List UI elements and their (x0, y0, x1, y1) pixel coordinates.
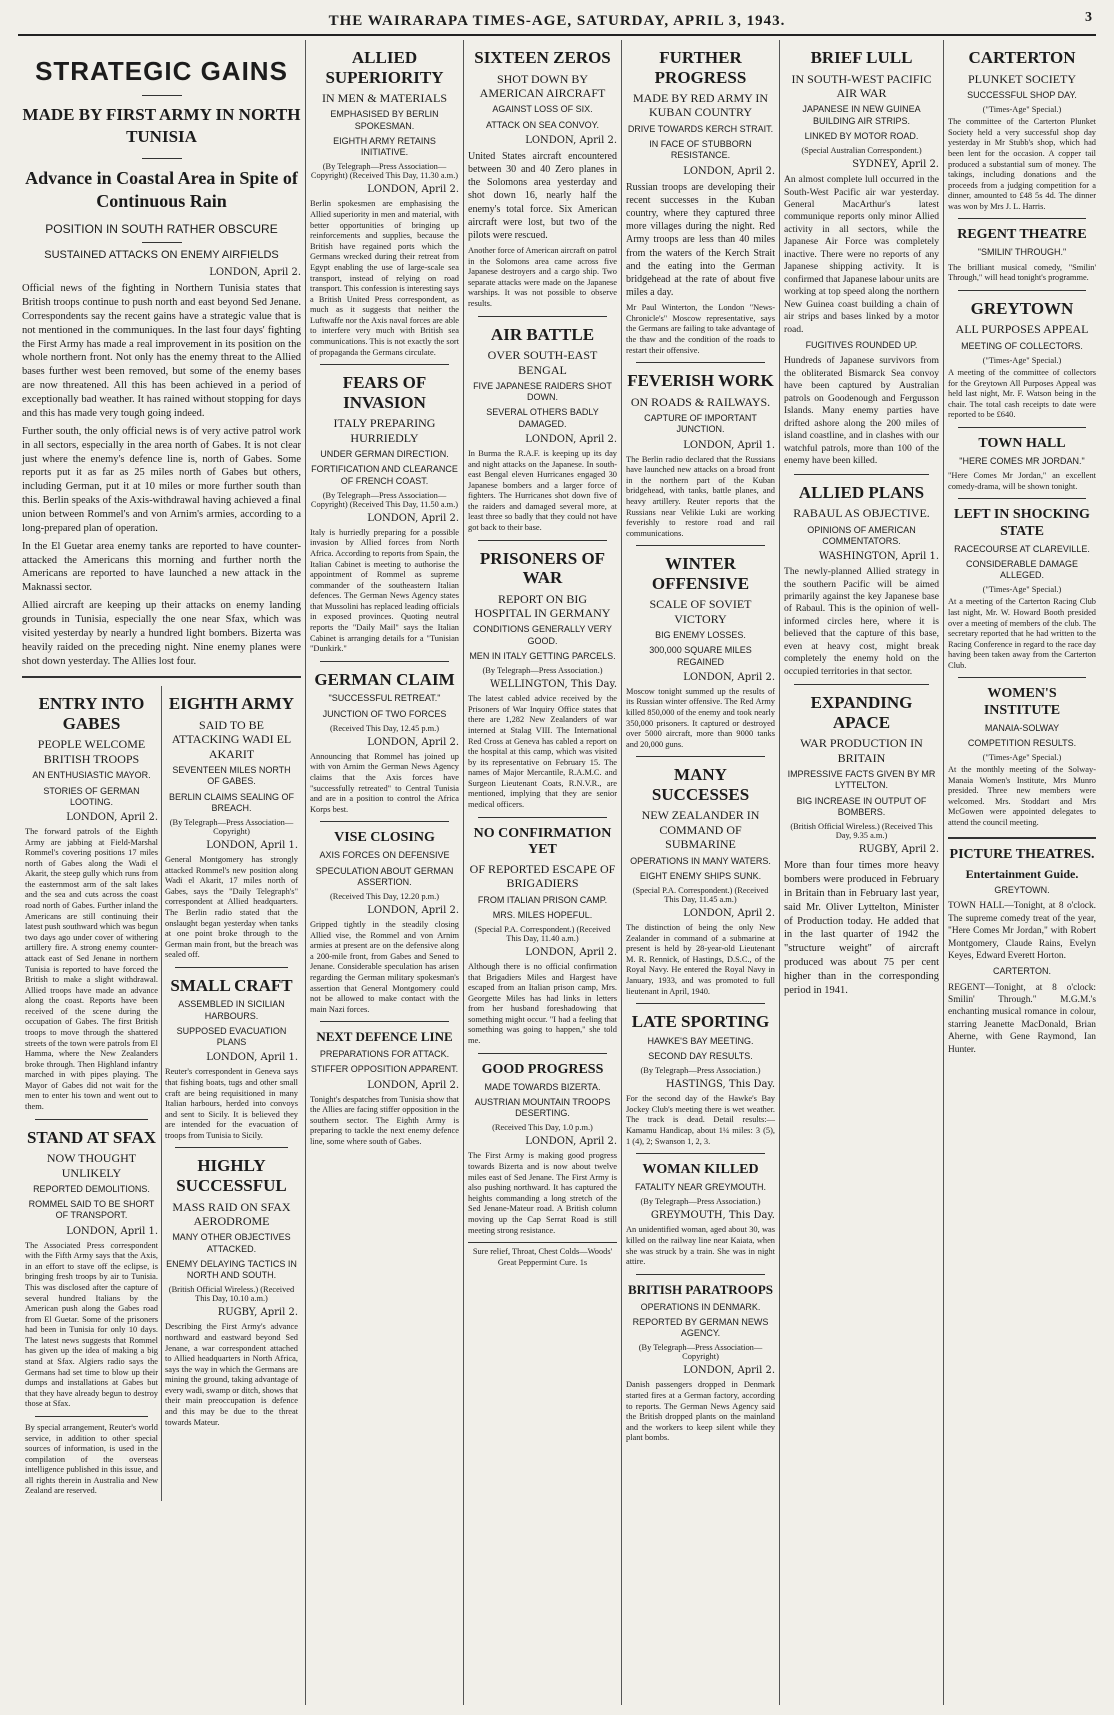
woman-subhead: FATALITY NEAR GREYMOUTH. (634, 1182, 767, 1193)
pow-subhead: REPORT ON BIG HOSPITAL IN GERMANY (474, 591, 611, 621)
pictures-subhead: Entertainment Guide. (965, 866, 1079, 881)
paratroops-headline: BRITISH PARATROOPS (627, 1281, 774, 1297)
plans-kicker-1: OPINIONS OF AMERICAN COMMENTATORS. (807, 524, 916, 546)
shock-text: At a meeting of the Carterton Racing Club last night, Mr. W. Howard Booth presided over a meeting of members of the club. The secretary reported that he had written to the Racing Conference in regard to the race day having been taken away from the Carterton Club. (948, 597, 1096, 670)
column-4 (622, 40, 780, 1705)
winter-text: Moscow tonight summed up the results of its Russian winter offensive. The Red Army killed 850,000 of the enemy and took nearly 350,000 prisoners. It captured or destroyed over 5000 aircraft, more than 9000 tanks and 20,000 guns. (626, 686, 775, 749)
eighth-headline: EIGHTH ARMY (168, 694, 295, 714)
divider (320, 1021, 449, 1022)
eighth-kicker-1: SEVENTEEN MILES NORTH OF GABES. (172, 765, 291, 787)
sfax-text: Describing the First Army's advance northward and eastward beyond Sed Jenane, a war correspondent attached to Allied headquarters in North Africa, says the way in which the Germans are mining the ground, taking advantage of every wadi, swamp or ditch, shows that their main preoccupation is defence and this may be due to the threat towards Mateur. (165, 1322, 298, 1427)
sfax-dateline: RUGBY, April 2. (217, 1307, 298, 1319)
further-headline: FURTHER PROGRESS (654, 48, 747, 87)
divider (478, 1053, 607, 1054)
ad-text: Sure relief, Throat, Chest Colds—Woods' Great Peppermint Cure. 1s (472, 1247, 613, 1267)
air-kicker-2: SEVERAL OTHERS BADLY DAMAGED. (486, 407, 599, 429)
fears-kicker-1: UNDER GERMAN DIRECTION. (320, 449, 449, 460)
vise-dateline: LONDON, April 2. (367, 905, 459, 917)
stand-dateline: LONDON, April 1. (66, 1225, 158, 1237)
carterton-credit: ("Times-Age" Special.) (982, 105, 1062, 115)
footnote: By special arrangement, Reuter's world service, in addition to other special sources of information, is used in the compilation of the overseas intelligence published in this issue, and all rights therein in Australia and New Zealand are reserved. (25, 1422, 158, 1496)
stand-subhead: NOW THOUGHT UNLIKELY (46, 1151, 137, 1180)
superiority-subhead: IN MEN & MATERIALS (322, 91, 447, 106)
divider (958, 218, 1086, 219)
success-dateline: LONDON, April 2. (683, 908, 775, 920)
fears-text: Italy is hurriedly preparing for a possible invasion by Allied forces from North Africa. According to reports from Spain, the Italian Cabinet is meeting to authorise the appointment of Rommel as supreme commander of the southeastern Italian defences. The German News Agency states that Mussolini has replaced leading officials in exposed provinces. Quoting neutral reports the "Daily Mail" says the Italian Cabinet is arranging details for a "Tunisian "Dunkirk." (310, 527, 459, 654)
divider (175, 1147, 288, 1148)
further-subhead: MADE BY RED ARMY IN KUBAN COUNTRY (632, 91, 769, 120)
woman-dateline: GREYMOUTH, This Day. (650, 1210, 775, 1222)
regent-headline: REGENT THEATRE (957, 227, 1087, 243)
success-kicker-1: OPERATIONS IN MANY WATERS. (630, 855, 771, 866)
divider (636, 1153, 765, 1154)
claim-dateline: LONDON, April 2. (367, 736, 459, 748)
claim-kicker-1: JUNCTION OF TWO FORCES (322, 708, 447, 719)
fears-headline: FEARS OF INVASION (342, 373, 427, 412)
defence-kicker-1: STIFFER OPPOSITION APPARENT. (310, 1064, 459, 1075)
defence-dateline: LONDON, April 2. (367, 1079, 459, 1091)
winter-dateline: LONDON, April 2. (683, 671, 775, 683)
sporting-subhead: HAWKE'S BAY MEETING. (647, 1035, 754, 1046)
progress-text: The First Army is making good progress towards Bizerta and is now about twelve miles east of Sed Jenane. The First Army is also pushing northward. It has captured the heights commanding a long stretch of the Sed Jenane-Mateur road. A British column moving up the Cap Serrat Road is still meeting strong resistance. (468, 1151, 617, 1235)
wi-headline: WOMEN'S INSTITUTE (983, 686, 1061, 718)
plans-headline: ALLIED PLANS (798, 482, 925, 502)
divider (636, 756, 765, 757)
divider (320, 364, 449, 365)
wi-text: At the monthly meeting of the Solway-Manaia Women's Institute, Mrs Munro presided. Three new members were welcomed. Mrs. Stoddart and Mrs McGowen were appointed delegates to attend the council meeting. (948, 765, 1096, 828)
stand-kicker-2: ROMMEL SAID TO BE SHORT OF TRANSPORT. (28, 1199, 155, 1221)
lead-dateline: LONDON, April 2. (209, 267, 301, 279)
winter-kicker-1: BIG ENEMY LOSSES. (655, 630, 746, 641)
pictures-carterton-heading: CARTERTON. (992, 966, 1051, 977)
work-subhead: ON ROADS & RAILWAYS. (630, 394, 771, 409)
page-number: 3 (1085, 10, 1092, 25)
pow-text: The latest cabled advice received by the Prisoners of War Inquiry Office states that there are 1,282 New Zealanders of war interned at Stalag VIII. The International Red Cross at Geneva has cabled a report on the hospital at this camp, which was visited by its representative on February 15. The names of Major Mercantile, R.A.M.C. and Surgeon Lieutenant Coats, R.N.V.R., are mentioned, implying that they are senior medical officers. (468, 694, 617, 809)
zeros-subhead: SHOT DOWN BY AMERICAN AIRCRAFT (479, 71, 606, 100)
wi-kicker-1: COMPETITION RESULTS. (967, 737, 1077, 748)
pictures-carterton-text: REGENT—Tonight, at 8 o'clock: Smilin' Through." M.G.M.'s enchanting musical romance in colour, starring Jeanette MacDonald, Brian Aherne, with Gene Raymond, Ian Hunter. (948, 982, 1096, 1055)
stand-text: The Associated Press correspondent with the Fifth Army says that the Axis, in an effort to stave off the eclipse, is bringing fresh troops by air to Tunisia. This was disclosed after the capture of several hundred Italians by the American push along the Gabes road from El Guetar. Some of the prisoners had been in Tunisia for only 10 days. The latest news suggests that Rommel has given up the idea of making a big stand at Sfax. Algiers radio says the Germans had set time to blow up their dumps and installations at Gabes but that they have already begun to destroy those at Sfax. (25, 1240, 158, 1409)
apace-credit: (British Official Wireless.) (Received This Day, 9.35 a.m.) (790, 822, 933, 841)
divider (958, 427, 1086, 428)
greytown-text: A meeting of the committee of collectors for the Greytown All Purposes Appeal was held last night, Mr. F. Watson being in the chair. The total cash receipts to date were reported to be £640. (948, 368, 1096, 420)
subcolumn-left (22, 686, 162, 1501)
wi-subhead: MANAIA-SOLWAY (984, 722, 1060, 733)
divider (948, 837, 1096, 839)
air-dateline: LONDON, April 2. (525, 433, 617, 445)
paratroops-dateline: LONDON, April 2. (683, 1365, 775, 1377)
lull-dateline: SYDNEY, April 2. (852, 159, 939, 171)
confirm-text: Although there is no official confirmation that Brigadiers Miles and Hargest have escaped from an Italian prison camp, Mrs. Georgette Miles has had links in letters from her husband foreshadowing that something might occur. "I had a feeling that something was going to happen," she told me. (468, 962, 617, 1046)
subcolumn-right (162, 686, 301, 1501)
further-kicker-2: IN FACE OF STUBBORN RESISTANCE. (649, 139, 752, 161)
divider (636, 362, 765, 363)
regent-subhead: "SMILIN' THROUGH." (977, 247, 1067, 258)
progress-dateline: LONDON, April 2. (525, 1136, 617, 1148)
vise-subhead: AXIS FORCES ON DEFENSIVE (319, 850, 450, 861)
work-text: The Berlin radio declared that the Russians have launched new attacks on a broad front in the northern part of the Kuban bridgehead, with tanks, battle planes, and heavy artillery. Reuter reports that the Russians near Velikie Luki are working feverishly to restore road and rail communications. (626, 454, 775, 538)
apace-subhead: WAR PRODUCTION IN BRITAIN (800, 736, 923, 765)
vise-credit: (Received This Day, 12.20 p.m.) (329, 892, 440, 902)
sporting-text: For the second day of the Hawke's Bay Jockey Club's meeting there is wet weather. The track is dead. Detail results:— Kamamu Handicap, about 1¼ miles: 3 (5), 1 (4), 2; Swanson 1, 2, 3. (626, 1094, 775, 1146)
divider (478, 540, 607, 541)
superiority-headline: ALLIED SUPERIORITY (325, 48, 444, 87)
zeros-kicker-1: AGAINST LOSS OF SIX. (492, 104, 593, 115)
pictures-greytown-text: TOWN HALL—Tonight, at 8 o'clock. The supreme comedy treat of the year, "Here Comes Mr Jordan," with Robert Montgomery, Claude Rains, Evelyn Keyes, Edward Everett Horton. (948, 901, 1096, 961)
divider (142, 158, 182, 159)
lead-kicker-2: SUSTAINED ATTACKS ON ENEMY AIRFIELDS (44, 249, 279, 262)
divider (320, 821, 449, 822)
regent-text: The brilliant musical comedy, "Smilin' Through," will head tonight's programme. (948, 262, 1096, 283)
paratroops-subhead: OPERATIONS IN DENMARK. (640, 1301, 761, 1312)
sporting-kicker-1: SECOND DAY RESULTS. (648, 1050, 753, 1061)
advertisement (468, 1242, 617, 1268)
claim-credit: (Received This Day, 12.45 p.m.) (329, 723, 440, 733)
work-kicker-1: CAPTURE OF IMPORTANT JUNCTION. (644, 413, 757, 435)
plans-text: The newly-planned Allied strategy in the southern Pacific will be aimed primarily against the key Japanese base of Rabaul. This is the opinion of well-informed circles here, where it is believed that the capture of this base, even at heavy cost, might break completely the enemy hold on the occupied territories in that sector. (784, 566, 939, 677)
lull-subhead: IN SOUTH-WEST PACIFIC AIR WAR (791, 71, 932, 100)
divider (175, 967, 288, 968)
progress-credit: (Received This Day, 1.0 p.m.) (492, 1123, 593, 1133)
sfax-credit: (British Official Wireless.) (Received This Day, 10.10 a.m.) (168, 1285, 295, 1304)
confirm-dateline: LONDON, April 2. (525, 947, 617, 959)
success-subhead: NEW ZEALANDER IN COMMAND OF SUBMARINE (641, 808, 760, 852)
craft-text: Reuter's correspondent in Geneva says that fishing boats, tugs and other small craft are being requisitioned in many Italian harbours, herded into convoys and sent to Sicily. It is believed they are intended for the evacuation of troops from Tunisia to Sicily. (165, 1067, 298, 1140)
progress-subhead: MADE TOWARDS BIZERTA. (484, 1081, 601, 1092)
superiority-dateline: LONDON, April 2. (367, 184, 459, 196)
woman-credit: (By Telegraph—Press Association.) (640, 1197, 761, 1207)
apace-kicker-1: IMPRESSIVE FACTS GIVEN BY MR LYTTELTON. (787, 769, 936, 791)
divider (958, 677, 1086, 678)
lead-subcolumns (22, 686, 301, 1501)
lead-paragraph-4: Allied aircraft are keeping up their attacks on enemy landing grounds in Tunisia, especially the one near Sfax, which was visited yesterday by nearly a hundred light bombers. Bizerta was heavily raided on the preceding night. Nine enemy planes were shot down yesterday. The Allies lost four. (22, 600, 301, 667)
divider (958, 498, 1086, 499)
defence-text: Tonight's despatches from Tunisia show that the Allies are facing stiffer opposition in the southern sector. The Eighth Army is preparing to tackle the next enemy defence line, some where south of Gabes. (310, 1094, 459, 1147)
vise-headline: VISE CLOSING (334, 830, 435, 846)
pow-dateline: WELLINGTON, This Day. (490, 679, 617, 691)
zeros-kicker-2: ATTACK ON SEA CONVOY. (485, 119, 600, 130)
lead-paragraph-1: Official news of the fighting in Northern Tunisia states that British troops continue to push north and east beyond Sed Jenane. Correspondents say the recent gains have a strategic value that is not mentioned in the communiques. In the last four days' fighting the First Army has made a real improvement in its position on the whole northern front. Not only has the enemy threat to the Allied bases further west been removed, but some of the enemy bases are now threatened. All this has been achieved in a period of exceptionally bad weather. It has rained without stopping for days and this has made very tough going indeed. (22, 283, 301, 419)
lead-deck: Advance in Coastal Area in Spite of Continuous Rain (25, 168, 298, 211)
sfax-kicker-2: ENEMY DELAYING TACTICS IN NORTH AND SOUTH. (166, 1258, 297, 1281)
defence-headline: NEXT DEFENCE LINE (316, 1029, 453, 1045)
fears-subhead: ITALY PREPARING HURRIEDLY (333, 416, 436, 445)
air-headline: AIR BATTLE (490, 324, 595, 344)
apace-headline: EXPANDING APACE (810, 693, 913, 732)
pow-headline: PRISONERS OF WAR (479, 548, 606, 588)
townhall-subhead: "HERE COMES MR JORDAN." (959, 456, 1085, 467)
confirm-kicker-1: FROM ITALIAN PRISON CAMP. (477, 894, 608, 905)
paratroops-text: Danish passengers dropped in Denmark started fires at a German factory, according to reports. The German News Agency said the British dropped plants on the mainland and the workers to keep silent while they plant bombs. (626, 1380, 775, 1443)
plans-subhead: RABAUL AS OBJECTIVE. (793, 506, 930, 521)
sporting-credit: (By Telegraph—Press Association.) (640, 1066, 761, 1076)
claim-headline: GERMAN CLAIM (314, 669, 455, 689)
column-2 (306, 40, 464, 1705)
shock-subhead: RACECOURSE AT CLAREVILLE. (954, 543, 1090, 554)
fears-dateline: LONDON, April 2. (367, 512, 459, 524)
paratroops-credit: (By Telegraph—Press Association—Copyright) (638, 1343, 763, 1362)
pow-kicker-1: CONDITIONS GENERALLY VERY GOOD. (472, 624, 613, 646)
column-6 (944, 40, 1100, 1705)
lull-headline: BRIEF LULL (810, 48, 913, 67)
sporting-headline: LATE SPORTING (631, 1012, 770, 1032)
entry-headline: ENTRY INTO GABES (38, 694, 145, 733)
entry-kicker-2: STORIES OF GERMAN LOOTING. (43, 785, 140, 807)
carterton-subhead: PLUNKET SOCIETY (967, 71, 1077, 86)
divider (35, 1119, 148, 1120)
masthead-title: THE WAIRARAPA TIMES-AGE, SATURDAY, APRIL 3, 1943. (328, 12, 786, 29)
zeros-dateline: LONDON, April 2. (525, 134, 617, 146)
work-dateline: LONDON, April 1. (683, 439, 775, 451)
fears-credit: (By Telegraph—Press Association—Copyright) (Received This Day, 11.50 a.m.) (310, 490, 459, 509)
entry-text: The forward patrols of the Eighth Army are jabbing at Field-Marshal Rommel's covering positions 17 miles north of Gabes along the Wadi el Akarit, the steep gully which runs from the easternmost arm of the salt lakes and the sea and cuts across the coast road north of Gabes. Further inland the Americans are still continuing their latest push southward which was begun two days ago under cover of withering artillery fire. A strong enemy counter-attack east of Sed Jenane in northern Tunisia is reported to have forced the British to make a slight withdrawal. Allied troops have made an advance along the coast. Reports have been received of the scene during the occupation of Gabes. The first British troops to move through the shattered streets of the town were patrols from El Hamma, where the New Zealanders broke through. Then Highland infantry marched in with pipes playing. The Mayor of Gabes did not wait for the men to enter his town and went out to them. (25, 827, 158, 1112)
greytown-headline: GREYTOWN (970, 298, 1074, 318)
sfax-subhead: MASS RAID ON SFAX AERODROME (172, 1199, 291, 1228)
stand-kicker-1: REPORTED DEMOLITIONS. (33, 1183, 150, 1194)
winter-subhead: SCALE OF SOVIET VICTORY (649, 597, 752, 626)
wi-credit: ("Times-Age" Special.) (982, 753, 1062, 763)
vise-kicker-1: SPECULATION ABOUT GERMAN ASSERTION. (315, 865, 454, 887)
lead-subhead: MADE BY FIRST ARMY IN NORTH TUNISIA (22, 105, 301, 147)
lull-text: An almost complete lull occurred in the South-West Pacific air war yesterday. General MacArthur's latest communique reports only minor Allied activity in all sectors, while the Japanese Air Force was completely inactive. There were no reports of any Japanese shipping activity. It is confirmed that Japanese labour units are working at top speed along the northern New Guinea coast building a chain of air strips and bases linked by a motor road. (784, 174, 939, 335)
lull-credit: (Special Australian Correspondent.) (801, 146, 922, 156)
greytown-subhead: ALL PURPOSES APPEAL (955, 322, 1089, 337)
success-text: The distinction of being the only New Zealander in command of a submarine at present is held by 28-year-old Lieutenant M. R. Rennick, of Hastings, D.S.C., of the Royal Navy. He entered the Royal Navy in January, 1933, and was promoted to full lieutenant in April, 1940. (626, 923, 775, 996)
shock-headline: LEFT IN SHOCKING STATE (954, 507, 1090, 539)
greytown-kicker-1: MEETING OF COLLECTORS. (961, 340, 1083, 351)
superiority-text: Berlin spokesmen are emphasising the Allied superiority in men and material, with better opportunities of bringing up reinforcements and supplies, because the British have regained ports which the Germans wrecked during their retreat from Egypt enabling the use of large-scale sea transport, instead of relying on road transport. This confession is interesting says a British United Press correspondent, as much as it suggests that neither the Luftwaffe nor the Axis naval forces are able to interfere very much with British sea communications. This is not exactly the sort of propaganda the Germans circulate. (310, 199, 459, 357)
craft-kicker-1: ASSEMBLED IN SICILIAN HARBOURS. (178, 999, 285, 1021)
lull-kicker-1: JAPANESE IN NEW GUINEA BUILDING AIR STRIPS. (802, 104, 921, 126)
zeros-text-2: Another force of American aircraft on patrol in the Solomons area came across five Japanese destroyers and a cargo ship. Two separate attacks were made on the Japanese warships. It was not possible to observe results. (468, 246, 617, 309)
entry-kicker-1: AN ENTHUSIASTIC MAYOR. (32, 770, 151, 781)
pow-credit: (By Telegraph—Press Association.) (482, 666, 603, 676)
winter-headline: WINTER OFFENSIVE (651, 554, 750, 593)
paratroops-kicker-1: REPORTED BY GERMAN NEWS AGENCY. (632, 1316, 769, 1339)
divider (636, 545, 765, 546)
woman-headline: WOMAN KILLED (642, 1162, 759, 1178)
eighth-kicker-2: BERLIN CLAIMS SEALING OF BREACH. (168, 791, 295, 813)
success-kicker-2: EIGHT ENEMY SHIPS SUNK. (639, 870, 762, 881)
vise-text: Gripped tightly in the steadily closing Allied vise, the Rommel and von Arnim armies at present are on the defensive along a 200-mile front, from Gabes and Sened to Jenane. Considerable speculation has arisen regarding the German military spokesman's assertion that General Montgomery could not be allowed to make contact with the main Nazi forces. (310, 920, 459, 1014)
column-1 (18, 40, 306, 1705)
apace-dateline: RUGBY, April 2. (858, 844, 939, 856)
divider (958, 290, 1086, 291)
apace-text: More than four times more heavy bombers were produced in February in Britain than in February last year, said Mr. Oliver Lyttelton, Minister of Production today. He added that in the last quarter of 1942 the "structure weight" of aircraft produced was about 75 per cent higher than in the corresponding period in 1941. (784, 860, 939, 996)
divider (636, 1274, 765, 1275)
shock-credit: ("Times-Age" Special.) (982, 585, 1062, 595)
air-kicker-1: FIVE JAPANESE RAIDERS SHOT DOWN. (473, 380, 612, 403)
woman-text: An unidentified woman, aged about 30, was killed on the railway line near Kaiata, when she was struck by a train. She was in night attire. (626, 1225, 775, 1267)
sfax-kicker-1: MANY OTHER OBJECTIVES ATTACKED. (172, 1232, 291, 1254)
column-5 (780, 40, 944, 1705)
divider (35, 1416, 148, 1417)
pictures-greytown-heading: GREYTOWN. (994, 885, 1050, 896)
confirm-headline: NO CONFIRMATION YET (473, 825, 612, 857)
zeros-text: United States aircraft encountered between 30 and 40 Zero planes in the Solomons area yesterday and shot down 16, nearly half the enemy's total force. Six American aircraft were lost, but two of the pilots were rescued. (468, 150, 617, 241)
stand-headline: STAND AT SFAX (26, 1127, 157, 1147)
pow-kicker-2: MEN IN ITALY GETTING PARCELS. (469, 650, 616, 661)
air-subhead: OVER SOUTH-EAST BENGAL (487, 348, 598, 377)
sporting-dateline: HASTINGS, This Day. (665, 1079, 775, 1091)
lead-kicker-1: POSITION IN SOUTH RATHER OBSCURE (45, 222, 278, 237)
divider (142, 95, 182, 96)
divider (794, 474, 929, 475)
confirm-kicker-2: MRS. MILES HOPEFUL. (492, 909, 593, 920)
further-text: Russian troops are developing their recent successes in the Kuban country, where they captured three more villages during the night. Red Army troops are less than 40 miles from the waters of the Kerch Strait and the eating into the German bridgehead at the rate of about five miles a day. (626, 181, 775, 299)
eighth-credit: (By Telegraph—Press Association—Copyright) (169, 818, 294, 837)
lull-kicker-2: LINKED BY MOTOR ROAD. (804, 130, 919, 141)
superiority-credit: (By Telegraph—Press Association—Copyright) (Received This Day, 11.30 a.m.) (310, 162, 459, 181)
divider (478, 817, 607, 818)
confirm-subhead: OF REPORTED ESCAPE OF BRIGADIERS (469, 861, 616, 891)
progress-kicker-1: AUSTRIAN MOUNTAIN TROOPS DESERTING. (474, 1096, 611, 1119)
apace-kicker-2: BIG INCREASE IN OUTPUT OF BOMBERS. (796, 795, 927, 817)
carterton-kicker-1: SUCCESSFUL SHOP DAY. (967, 89, 1077, 100)
lead-paragraph-3: In the El Guetar area enemy tanks are reported to have counter-attacked the Americans this morning and further north the Americans are reported to have launched a new attack in the Maknassi sector. (22, 540, 301, 594)
carterton-headline: CARTERTON (968, 48, 1076, 67)
fears-kicker-2: FORTIFICATION AND CLEARANCE OF FRENCH COAST. (311, 464, 458, 486)
divider (22, 676, 301, 678)
further-text-2: Mr Paul Winterton, the London "News-Chronicle's" Moscow representative, says the Germans are failing to take advantage of the thaw and the condition of the roads to restart their offensive. (626, 303, 775, 355)
plans-dateline: WASHINGTON, April 1. (818, 551, 939, 563)
divider (478, 316, 607, 317)
defence-subhead: PREPARATIONS FOR ATTACK. (319, 1049, 450, 1060)
masthead (18, 8, 1096, 36)
fugitives-text: Hundreds of Japanese survivors from the obliterated Bismarck Sea convoy have been captured by Australian patrols on Goodenough and Fergusson Islands. Many enemy parties have drifted ashore along the 200 miles of island coastline, and in clashes with our watchful patrols, more than 100 of the enemy have been killed. (784, 355, 939, 467)
success-headline: MANY SUCCESSES (651, 765, 750, 804)
fugitives-kicker: FUGITIVES ROUNDED UP. (805, 340, 918, 351)
lead-headline: STRATEGIC GAINS (35, 56, 288, 86)
craft-dateline: LONDON, April 1. (206, 1052, 298, 1064)
claim-subhead: "SUCCESSFUL RETREAT." (328, 693, 441, 704)
greytown-credit: ("Times-Age" Special.) (982, 356, 1062, 366)
work-headline: FEVERISH WORK (627, 371, 774, 391)
success-credit: (Special P.A. Correspondent.) (Received This Day, 11.45 a.m.) (632, 886, 769, 905)
sfax-headline: HIGHLY SUCCESSFUL (176, 1156, 287, 1196)
claim-text: Announcing that Rommel has joined up with von Arnim the German News Agency claims that the Axis forces have "successfully retreated" to Central Tunisia and are in a position to control the Africa Korps best. (310, 751, 459, 814)
winter-kicker-2: 300,000 SQUARE MILES REGAINED (649, 645, 752, 667)
column-3 (464, 40, 622, 1705)
zeros-headline: SIXTEEN ZEROS (474, 48, 611, 67)
entry-subhead: PEOPLE WELCOME BRITISH TROOPS (37, 737, 146, 766)
progress-headline: GOOD PROGRESS (481, 1061, 604, 1077)
divider (142, 242, 182, 243)
eighth-text: General Montgomery has strongly attacked Rommel's new position along Wadi el Akarit, 17 miles north of Gabes, says the "Daily Telegraph's" correspondent at Allied headquarters. The Berlin radio stated that the onslaught began yesterday when tanks at one point broke through to the German main front, but the breach was sealed off. (165, 855, 298, 960)
pictures-headline: PICTURE THEATRES. (949, 846, 1095, 862)
further-kicker-1: DRIVE TOWARDS KERCH STRAIT. (627, 123, 774, 134)
air-text: In Burma the R.A.F. is keeping up its day and night attacks on the Japanese. In south-east Bengal eleven Hurricanes engaged 30 Japanese bombers and a larger force of fighters. The Hurricanes shot down five of the raiders and damaged several more, at least three so badly that they could not have got back to their base. (468, 448, 617, 532)
divider (794, 684, 929, 685)
superiority-kicker-2: EIGHTH ARMY RETAINS INITIATIVE. (333, 135, 436, 158)
townhall-headline: TOWN HALL (978, 435, 1066, 451)
carterton-text: The committee of the Carterton Plunket Society held a very successful shop day yesterday in Mr Stubb's shop, which had been lent for the occasion. A copper tail produced a substantial sum of money. The takings, including donations and the proceeds from a judging competition for a dinner, amounted to £48 5s 4d. The dinner was won by Mrs J. L. Harris. (948, 117, 1096, 211)
craft-kicker-2: SUPPOSED EVACUATION PLANS (176, 1025, 287, 1048)
craft-headline: SMALL CRAFT (170, 975, 293, 995)
columns (18, 40, 1100, 1705)
further-dateline: LONDON, April 2. (683, 165, 775, 177)
shock-kicker-1: CONSIDERABLE DAMAGE ALLEGED. (965, 558, 1079, 581)
townhall-text: "Here Comes Mr Jordan," an excellent comedy-drama, will be shown tonight. (948, 471, 1096, 491)
lead-paragraph-2: Further south, the only official news is of very active patrol work in all sectors, especially in the area north of Gabes. It is not clear just where the enemy's defence line is, north of Gabes. Some reports put it as far as 25 miles north of Gabes but others, including German, put it at 10 miles or more further south than this. Berlin speaks of the Axis-withdrawal having achieved a final union between Rommel's and von Arnim's armies, according to a long-prepared plan of operation. (22, 425, 301, 534)
eighth-subhead: SAID TO BE ATTACKING WADI EL AKARIT (171, 717, 292, 761)
superiority-kicker-1: EMPHASISED BY BERLIN SPOKESMAN. (330, 109, 439, 131)
divider (636, 1003, 765, 1004)
confirm-credit: (Special P.A. Correspondent.) (Received This Day, 11.40 a.m.) (474, 925, 611, 944)
entry-dateline: LONDON, April 2. (66, 812, 158, 824)
divider (320, 661, 449, 662)
eighth-dateline: LONDON, April 1. (206, 840, 298, 852)
